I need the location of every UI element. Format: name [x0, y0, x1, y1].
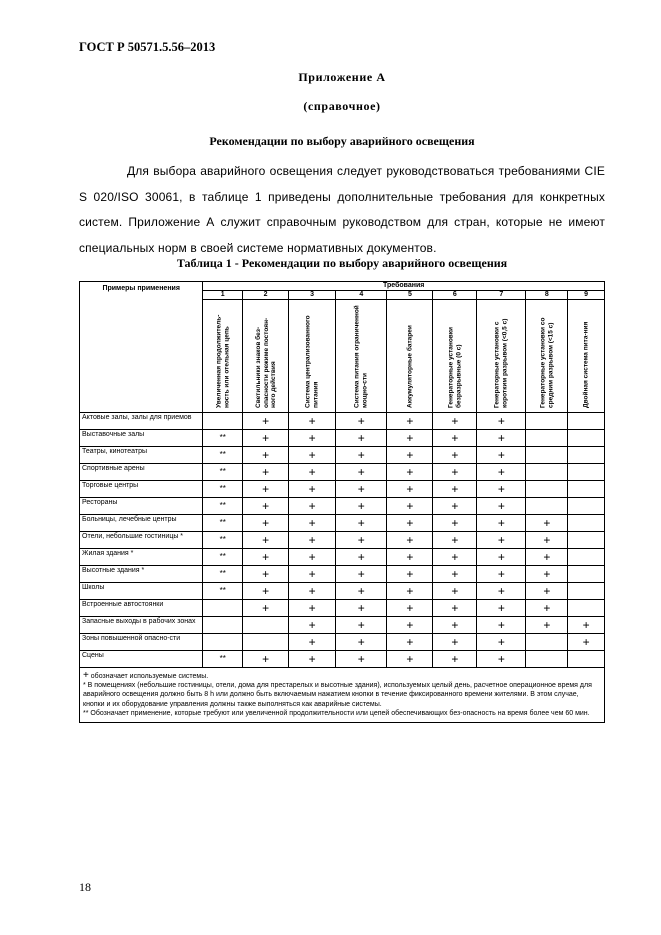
plus-mark: + [433, 634, 477, 651]
column-number: 9 [568, 291, 605, 300]
plus-mark: + [336, 600, 387, 617]
row-label: Выставочные залы [80, 430, 203, 447]
column-header [289, 300, 336, 413]
plus-mark: + [433, 464, 477, 481]
empty-cell [568, 600, 605, 617]
plus-mark: + [433, 651, 477, 668]
plus-mark: + [477, 566, 526, 583]
column-header [568, 300, 605, 413]
column-number: 1 [203, 291, 243, 300]
plus-mark: + [387, 566, 433, 583]
plus-mark: + [568, 617, 605, 634]
column-header-label: Генераторные установки с коротким разрывом (<0,5 с) [493, 318, 509, 408]
table-row [80, 600, 605, 617]
row-label: Театры, кинотеатры [80, 447, 203, 464]
plus-mark: + [336, 617, 387, 634]
plus-mark: + [289, 651, 336, 668]
table-row [80, 447, 605, 464]
empty-cell [568, 464, 605, 481]
empty-cell [568, 413, 605, 430]
empty-cell [568, 515, 605, 532]
empty-cell [526, 430, 568, 447]
empty-cell [526, 413, 568, 430]
requirements-header: Требования [203, 282, 605, 291]
empty-cell [243, 617, 289, 634]
empty-cell [203, 634, 243, 651]
intro-paragraph: Для выбора аварийного освещения следует руководствоваться требованиями CIE S 020/ISO 30061, в таблице 1 приведены дополнительные требования для конкретных систем. Приложение А служит справочным руководством для стран, которые не имеют специальных норм в своей системе нормативных документов. [79, 164, 605, 255]
plus-symbol: + [83, 670, 89, 681]
table-row [80, 617, 605, 634]
plus-mark: + [243, 413, 289, 430]
double-star-mark: ** [203, 464, 243, 481]
table-row [80, 464, 605, 481]
plus-mark: + [477, 600, 526, 617]
empty-cell [203, 617, 243, 634]
empty-cell [568, 481, 605, 498]
plus-mark: + [477, 498, 526, 515]
plus-mark: + [387, 430, 433, 447]
column-header-label: Генераторные установки со средним разрывом (<15 с) [539, 317, 554, 408]
column-header-label: Система питания ограниченной мощно-сти [353, 305, 369, 408]
column-header [203, 300, 243, 413]
plus-mark: + [387, 549, 433, 566]
plus-mark: + [289, 481, 336, 498]
page-number: 18 [79, 880, 91, 894]
row-label: Встроенные автостоянки [80, 600, 203, 617]
note-star2: ** Обозначает применение, которые требуют или увеличенной продолжительности или цепей обеспечивающих без-опасность на время более чем 60 мин. [83, 709, 590, 717]
double-star-mark: ** [203, 498, 243, 515]
double-star-mark: ** [203, 447, 243, 464]
plus-mark: + [336, 498, 387, 515]
plus-mark: + [387, 634, 433, 651]
plus-mark: + [526, 566, 568, 583]
plus-mark: + [336, 583, 387, 600]
appendix-title: Приложение А [298, 70, 386, 84]
row-label: Актовые залы, залы для приемов [80, 413, 203, 430]
plus-mark: + [477, 447, 526, 464]
empty-cell [568, 532, 605, 549]
plus-mark: + [477, 464, 526, 481]
empty-cell [526, 634, 568, 651]
double-star-mark: ** [203, 430, 243, 447]
examples-header: Примеры применения [80, 282, 203, 413]
column-header-label: Аккумуляторные батареи [406, 325, 414, 408]
plus-mark: + [477, 617, 526, 634]
empty-cell [568, 430, 605, 447]
row-label: Отели, небольшие гостиницы * [80, 532, 203, 549]
table-row [80, 566, 605, 583]
column-header-label: Увеличенная продолжитель-ность или отельная цепь [215, 314, 230, 408]
plus-mark: + [289, 583, 336, 600]
empty-cell [526, 498, 568, 515]
column-header [336, 300, 387, 413]
column-number: 4 [336, 291, 387, 300]
plus-mark: + [526, 600, 568, 617]
plus-mark: + [336, 430, 387, 447]
plus-mark: + [289, 447, 336, 464]
plus-mark: + [336, 651, 387, 668]
note-plus: + обозначает используемые системы. [83, 670, 209, 681]
plus-mark: + [387, 583, 433, 600]
plus-mark: + [477, 481, 526, 498]
plus-mark: + [289, 413, 336, 430]
row-label: Высотные здания * [80, 566, 203, 583]
row-label: Больницы, лечебные центры [80, 515, 203, 532]
plus-mark: + [387, 464, 433, 481]
table-row [80, 549, 605, 566]
row-label: Жилая здания * [80, 549, 203, 566]
plus-mark: + [387, 651, 433, 668]
plus-mark: + [243, 532, 289, 549]
column-number: 5 [387, 291, 433, 300]
row-label: Зоны повышенной опасно-сти [80, 634, 203, 651]
empty-cell [568, 447, 605, 464]
plus-mark: + [387, 447, 433, 464]
empty-cell [243, 634, 289, 651]
plus-mark: + [243, 600, 289, 617]
plus-mark: + [289, 532, 336, 549]
double-star-mark: ** [203, 651, 243, 668]
plus-mark: + [243, 464, 289, 481]
column-header-label: Система централизованного питания [304, 315, 320, 408]
plus-mark: + [336, 464, 387, 481]
plus-mark: + [289, 617, 336, 634]
plus-mark: + [336, 532, 387, 549]
plus-mark: + [433, 617, 477, 634]
double-star-mark: ** [203, 549, 243, 566]
column-header-label: Двойная система пита-ния [582, 321, 590, 408]
plus-mark: + [289, 600, 336, 617]
column-header [526, 300, 568, 413]
plus-mark: + [477, 583, 526, 600]
table-row [80, 651, 605, 668]
plus-mark: + [336, 515, 387, 532]
double-star-mark: ** [203, 532, 243, 549]
plus-mark: + [433, 583, 477, 600]
plus-mark: + [526, 515, 568, 532]
plus-mark: + [243, 651, 289, 668]
plus-mark: + [477, 532, 526, 549]
plus-mark: + [433, 447, 477, 464]
plus-mark: + [433, 430, 477, 447]
empty-cell [568, 566, 605, 583]
column-header [243, 300, 289, 413]
plus-mark: + [243, 583, 289, 600]
row-label: Спортивные арены [80, 464, 203, 481]
plus-mark: + [289, 430, 336, 447]
empty-cell [568, 549, 605, 566]
column-header-label: Генераторные установки безразрывные (0 с) [447, 326, 462, 408]
plus-mark: + [433, 515, 477, 532]
row-label: Школы [80, 583, 203, 600]
plus-mark: + [477, 413, 526, 430]
table-row [80, 481, 605, 498]
empty-cell [526, 464, 568, 481]
empty-cell [203, 413, 243, 430]
column-number: 2 [243, 291, 289, 300]
plus-mark: + [387, 413, 433, 430]
recommendations-heading: Рекомендации по выбору аварийного освещения [209, 134, 475, 148]
plus-mark: + [243, 566, 289, 583]
plus-mark: + [433, 498, 477, 515]
plus-mark: + [336, 549, 387, 566]
plus-mark: + [243, 498, 289, 515]
column-number: 3 [289, 291, 336, 300]
plus-mark: + [568, 634, 605, 651]
plus-mark: + [336, 447, 387, 464]
empty-cell [526, 447, 568, 464]
column-header-label: Светильники знаков без-опасности режиме постоян-ного действия [254, 317, 277, 408]
row-label: Рестораны [80, 498, 203, 515]
plus-mark: + [477, 651, 526, 668]
plus-mark: + [289, 464, 336, 481]
empty-cell [568, 651, 605, 668]
empty-cell [526, 481, 568, 498]
empty-cell [568, 498, 605, 515]
plus-mark: + [387, 498, 433, 515]
plus-mark: + [243, 447, 289, 464]
column-number: 8 [526, 291, 568, 300]
plus-mark: + [243, 515, 289, 532]
table-caption: Таблица 1 - Рекомендации по выбору аварийного освещения [176, 256, 508, 270]
plus-mark: + [433, 481, 477, 498]
row-label: Сцены [80, 651, 203, 668]
empty-cell [568, 583, 605, 600]
double-star-mark: ** [203, 566, 243, 583]
table-row [80, 583, 605, 600]
plus-mark: + [433, 600, 477, 617]
plus-mark: + [387, 532, 433, 549]
table-row [80, 413, 605, 430]
plus-mark: + [387, 617, 433, 634]
plus-mark: + [336, 634, 387, 651]
plus-mark: + [289, 634, 336, 651]
empty-cell [203, 600, 243, 617]
plus-mark: + [433, 549, 477, 566]
empty-cell [526, 651, 568, 668]
row-label: Запасные выходы в рабочих зонах [80, 617, 203, 634]
plus-mark: + [336, 413, 387, 430]
plus-mark: + [433, 566, 477, 583]
plus-mark: + [477, 430, 526, 447]
appendix-note: (справочное) [303, 99, 381, 113]
plus-mark: + [387, 515, 433, 532]
plus-mark: + [289, 566, 336, 583]
note-star1: * В помещениях (небольшие гостиницы, отели, дома для престарелых и высотные здания), используемых целый день, расчетное операционное время для аварийного освещения должно быть 8 h или должно быть включаемым нажатием кнопки в течение фиксированного времени жителями. В этом случае, кнопки и их оборудование управления должны также выполняться как аварийные системы. [83, 682, 592, 708]
column-number: 7 [477, 291, 526, 300]
plus-mark: + [526, 532, 568, 549]
plus-mark: + [243, 481, 289, 498]
column-header [433, 300, 477, 413]
standard-header: ГОСТ Р 50571.5.56–2013 [79, 40, 216, 54]
plus-mark: + [526, 617, 568, 634]
plus-mark: + [477, 515, 526, 532]
plus-mark: + [526, 583, 568, 600]
plus-mark: + [477, 634, 526, 651]
plus-mark: + [243, 430, 289, 447]
double-star-mark: ** [203, 583, 243, 600]
plus-mark: + [243, 549, 289, 566]
column-header [477, 300, 526, 413]
double-star-mark: ** [203, 515, 243, 532]
table-row [80, 430, 605, 447]
plus-mark: + [289, 498, 336, 515]
plus-mark: + [477, 549, 526, 566]
plus-mark: + [336, 481, 387, 498]
column-header [387, 300, 433, 413]
double-star-mark: ** [203, 481, 243, 498]
table-row [80, 532, 605, 549]
column-number: 6 [433, 291, 477, 300]
recommendations-table [79, 281, 605, 723]
row-label: Торговые центры [80, 481, 203, 498]
table-row [80, 498, 605, 515]
plus-mark: + [336, 566, 387, 583]
plus-mark: + [387, 481, 433, 498]
plus-mark: + [433, 532, 477, 549]
table-row [80, 515, 605, 532]
plus-mark: + [289, 549, 336, 566]
plus-mark: + [387, 600, 433, 617]
table-notes [80, 668, 605, 723]
table-row [80, 634, 605, 651]
plus-mark: + [433, 413, 477, 430]
plus-mark: + [289, 515, 336, 532]
plus-mark: + [526, 549, 568, 566]
